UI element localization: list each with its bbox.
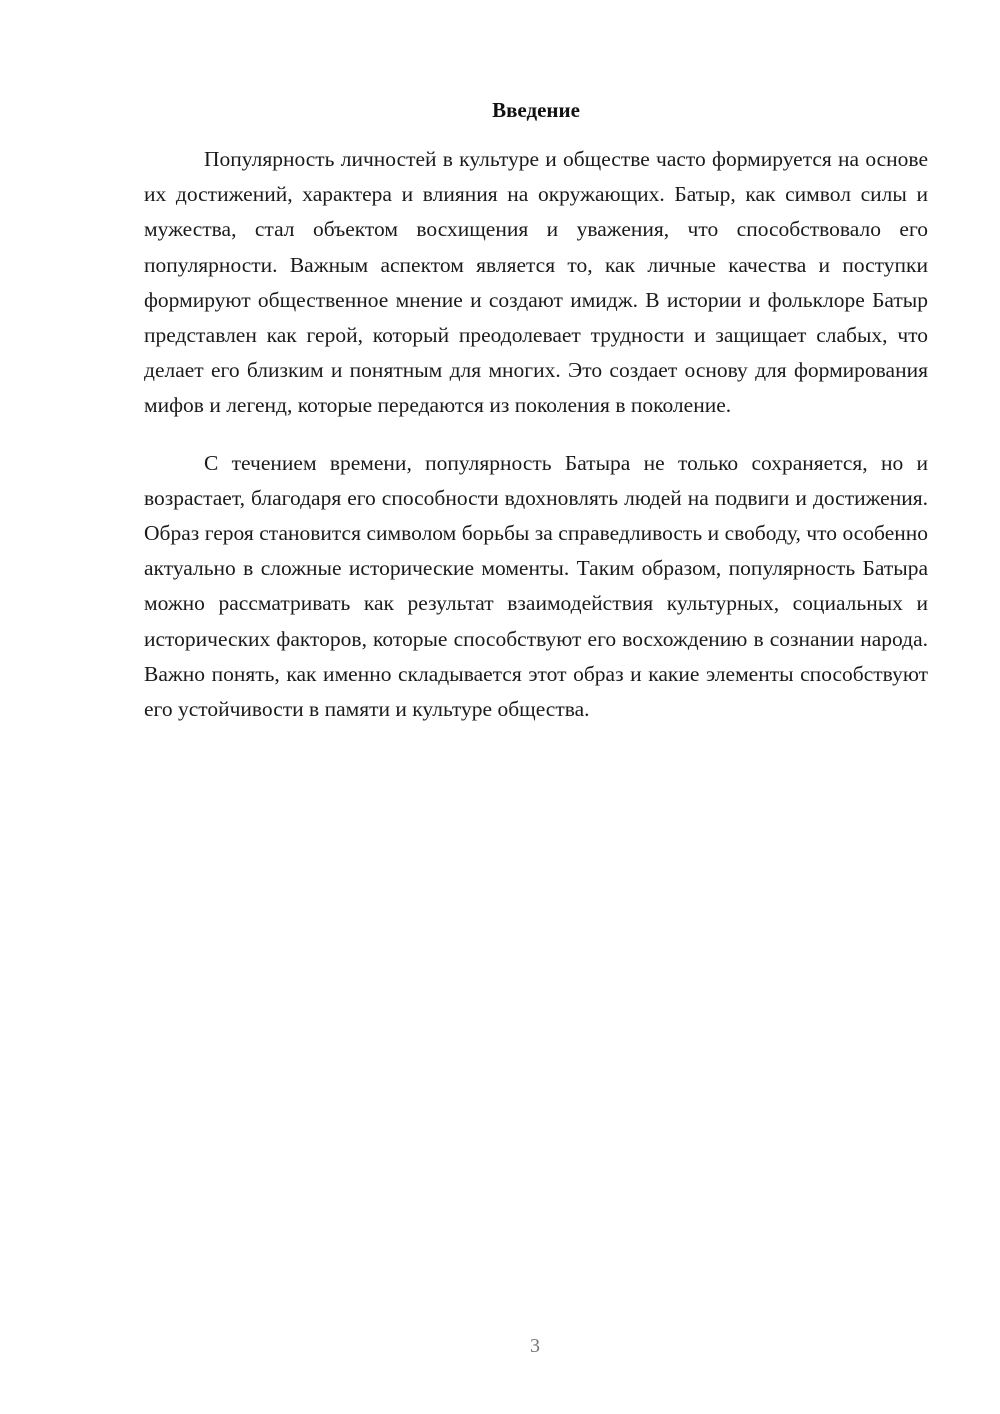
- paragraph-1: Популярность личностей в культуре и обществе часто формируется на основе их достижений, характера и влияния на окружающих. Батыр, как символ силы и мужества, стал объектом восхищения и уважения, что способствовало его популярности. Важным аспектом является то, как личные качества и поступки формируют общественное мнение и создают имидж. В истории и фольклоре Батыр представлен как герой, который преодолевает трудности и защищает слабых, что делает его близким и понятным для многих. Это создает основу для формирования мифов и легенд, которые передаются из поколения в поколение.: [144, 147, 928, 418]
- body-text: [144, 142, 928, 727]
- paragraph-2: С течением времени, популярность Батыра не только сохраняется, но и возрастает, благодаря его способности вдохновлять людей на подвиги и достижения. Образ героя становится символом борьбы за справедливость и свободу, что особенно актуально в сложные исторические моменты. Таким образом, популярность Батыра можно рассматривать как результат взаимодействия культурных, социальных и исторических факторов, которые способствуют его восхождению в сознании народа. Важно понять, как именно складывается этот образ и какие элементы способствуют его устойчивости в памяти и культуре общества.: [144, 450, 928, 722]
- section-heading: Введение: [492, 98, 580, 122]
- page-number: 3: [530, 1335, 540, 1357]
